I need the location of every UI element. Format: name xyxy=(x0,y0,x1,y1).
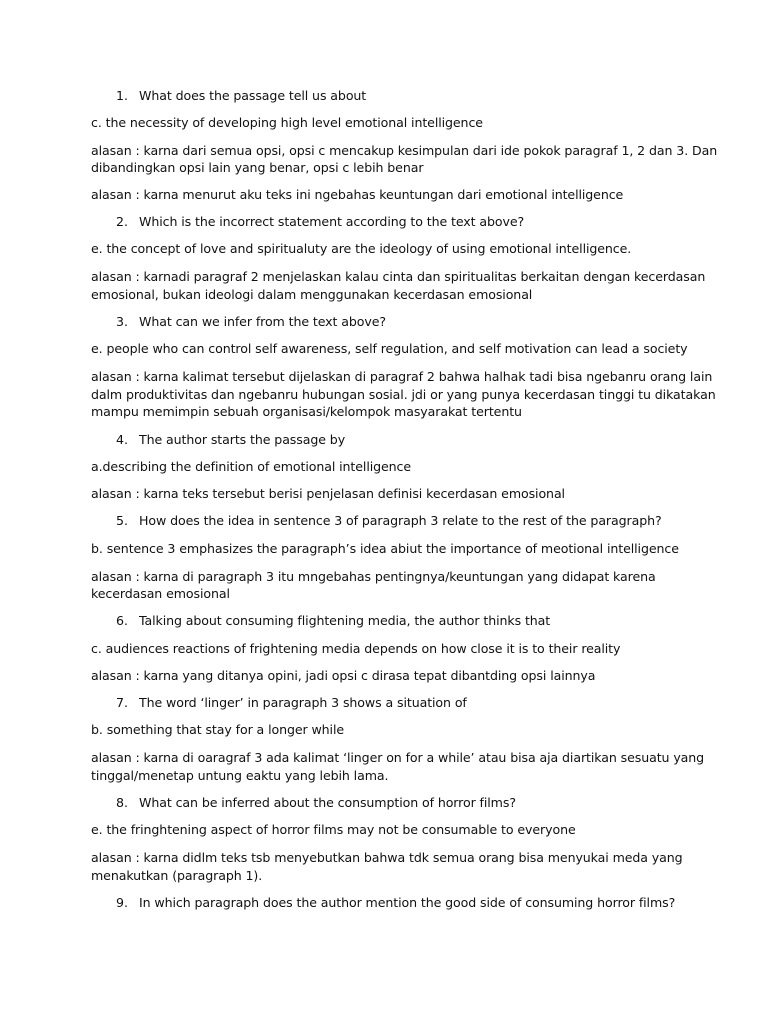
question-text: What does the passage tell us about xyxy=(139,88,367,103)
reason-line: menakutkan (paragraph 1). xyxy=(91,868,263,883)
question-number: 8. xyxy=(116,795,129,810)
answer-text: b. something that stay for a longer while xyxy=(91,722,345,737)
answer-text: c. audiences reactions of frightening media depends on how close it is to their reality xyxy=(91,641,621,656)
reason-line: alasan : karna kalimat tersebut dijelaskan di paragraf 2 bahwa halhak tadi bisa ngebanru orang lain xyxy=(91,369,713,384)
question-text: Talking about consuming flightening media, the author thinks that xyxy=(139,613,551,628)
question-number: 5. xyxy=(116,513,129,528)
answer-text: c. the necessity of developing high level emotional intelligence xyxy=(91,115,483,130)
question-number: 3. xyxy=(116,314,129,329)
reason-line: alasan : karna di oaragraf 3 ada kalimat ‘linger on for a while’ atau bisa aja diartikan sesuatu yang xyxy=(91,750,705,765)
question-number: 1. xyxy=(116,88,129,103)
answer-text: e. the fringhtening aspect of horror films may not be consumable to everyone xyxy=(91,822,576,837)
question-text: The author starts the passage by xyxy=(139,432,346,447)
reason-line: alasan : karna menurut aku teks ini ngebahas keuntungan dari emotional intelligence xyxy=(91,187,624,202)
reason-line: emosional, bukan ideologi dalam menggunakan kecerdasan emosional xyxy=(91,287,533,302)
question-text: What can we infer from the text above? xyxy=(139,314,386,329)
reason-line: alasan : karnadi paragraf 2 menjelaskan kalau cinta dan spiritualitas berkaitan dengan kecerdasan xyxy=(91,269,706,284)
answer-text: a.describing the definition of emotional intelligence xyxy=(91,459,412,474)
question-number: 7. xyxy=(116,695,129,710)
reason-line: alasan : karna teks tersebut berisi penjelasan definisi kecerdasan emosional xyxy=(91,486,565,501)
question-text: Which is the incorrect statement according to the text above? xyxy=(139,214,525,229)
answer-text: e. people who can control self awareness, self regulation, and self motivation can lead a society xyxy=(91,341,688,356)
question-text: The word ‘linger’ in paragraph 3 shows a situation of xyxy=(139,695,467,710)
question-text: What can be inferred about the consumption of horror films? xyxy=(139,795,516,810)
reason-line: kecerdasan emosional xyxy=(91,586,230,601)
question-number: 9. xyxy=(116,895,129,910)
reason-line: mampu memimpin sebuah organisasi/kelompok masyarakat tertentu xyxy=(91,404,522,419)
question-text: In which paragraph does the author mention the good side of consuming horror films? xyxy=(139,895,676,910)
reason-line: tinggal/menetap untung eaktu yang lebih lama. xyxy=(91,768,389,783)
question-number: 2. xyxy=(116,214,129,229)
reason-line: dibandingkan opsi lain yang benar, opsi c lebih benar xyxy=(91,160,424,175)
answer-text: b. sentence 3 emphasizes the paragraph’s idea abiut the importance of meotional intelligence xyxy=(91,541,679,556)
answer-text: e. the concept of love and spiritualuty are the ideology of using emotional intelligence. xyxy=(91,241,632,256)
reason-line: alasan : karna yang ditanya opini, jadi opsi c dirasa tepat dibantding opsi lainnya xyxy=(91,668,596,683)
reason-line: alasan : karna di paragraph 3 itu mngebahas pentingnya/keuntungan yang didapat karena xyxy=(91,569,656,584)
question-number: 4. xyxy=(116,432,129,447)
question-text: How does the idea in sentence 3 of paragraph 3 relate to the rest of the paragraph? xyxy=(139,513,662,528)
reason-line: alasan : karna dari semua opsi, opsi c mencakup kesimpulan dari ide pokok paragraf 1, 2 dan 3. Dan xyxy=(91,143,718,158)
reason-line: alasan : karna didlm teks tsb menyebutkan bahwa tdk semua orang bisa menyukai meda yang xyxy=(91,850,683,865)
reason-line: dalm produktivitas dan ngebanru hubungan sosial. jdi or yang punya kecerdasan tinggi tu dikatakan xyxy=(91,387,716,402)
question-number: 6. xyxy=(116,613,129,628)
